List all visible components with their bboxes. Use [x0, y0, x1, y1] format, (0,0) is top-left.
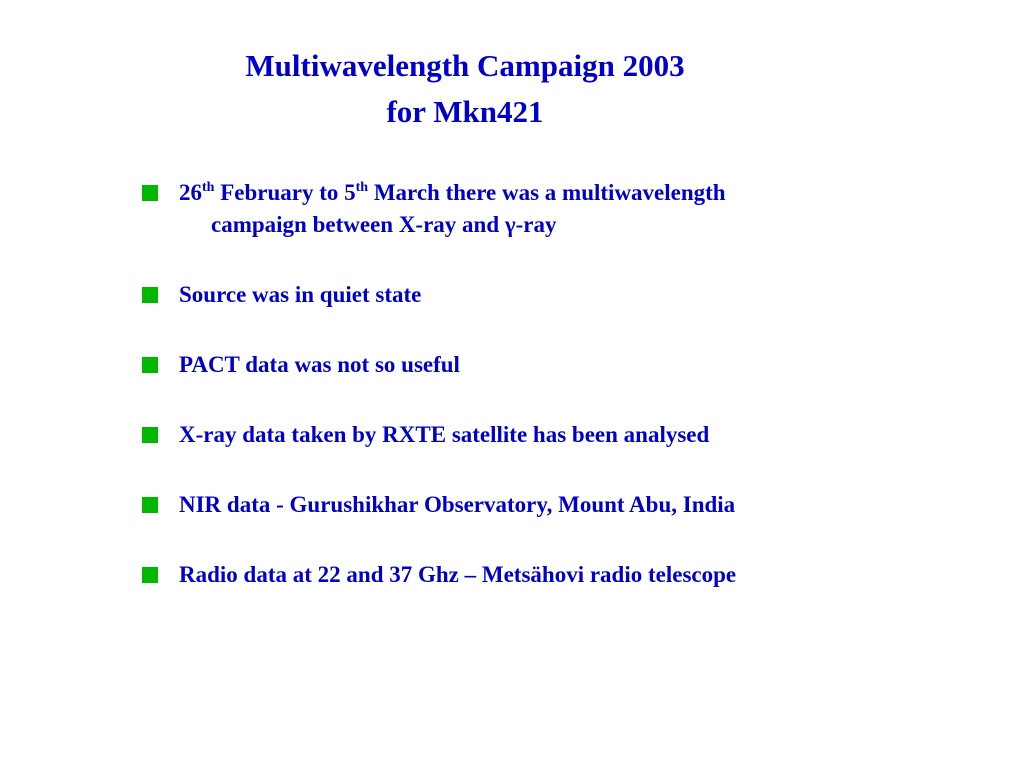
bullet-text: X-ray data taken by RXTE satellite has been analysed [179, 422, 710, 447]
bullet-item-source-state [142, 279, 942, 311]
bullet-list [142, 177, 942, 591]
slide-title [120, 43, 810, 135]
bullet-text: Source was in quiet state [179, 282, 422, 307]
green-square-bullet-icon [142, 185, 158, 201]
bullet-item-campaign-dates [142, 177, 942, 241]
green-square-bullet-icon [142, 497, 158, 513]
bullet-text: NIR data - Gurushikhar Observatory, Mount Abu, India [179, 492, 736, 517]
title-line-1: Multiwavelength Campaign 2003 [245, 48, 685, 83]
bullet-item-nir-data [142, 489, 942, 521]
green-square-bullet-icon [142, 567, 158, 583]
bullet-item-radio-data [142, 559, 942, 591]
green-square-bullet-icon [142, 357, 158, 373]
bullet-text: 26th February to 5th March there was a multiwavelength [179, 180, 726, 205]
bullet-text: Radio data at 22 and 37 Ghz – Metsähovi radio telescope [179, 562, 737, 587]
title-line-2: for Mkn421 [386, 94, 544, 129]
bullet-item-xray-data [142, 419, 942, 451]
green-square-bullet-icon [142, 427, 158, 443]
green-square-bullet-icon [142, 287, 158, 303]
bullet-item-pact-data [142, 349, 942, 381]
bullet-text-continuation: campaign between X-ray and γ-ray [211, 212, 557, 237]
bullet-text: PACT data was not so useful [179, 352, 460, 377]
